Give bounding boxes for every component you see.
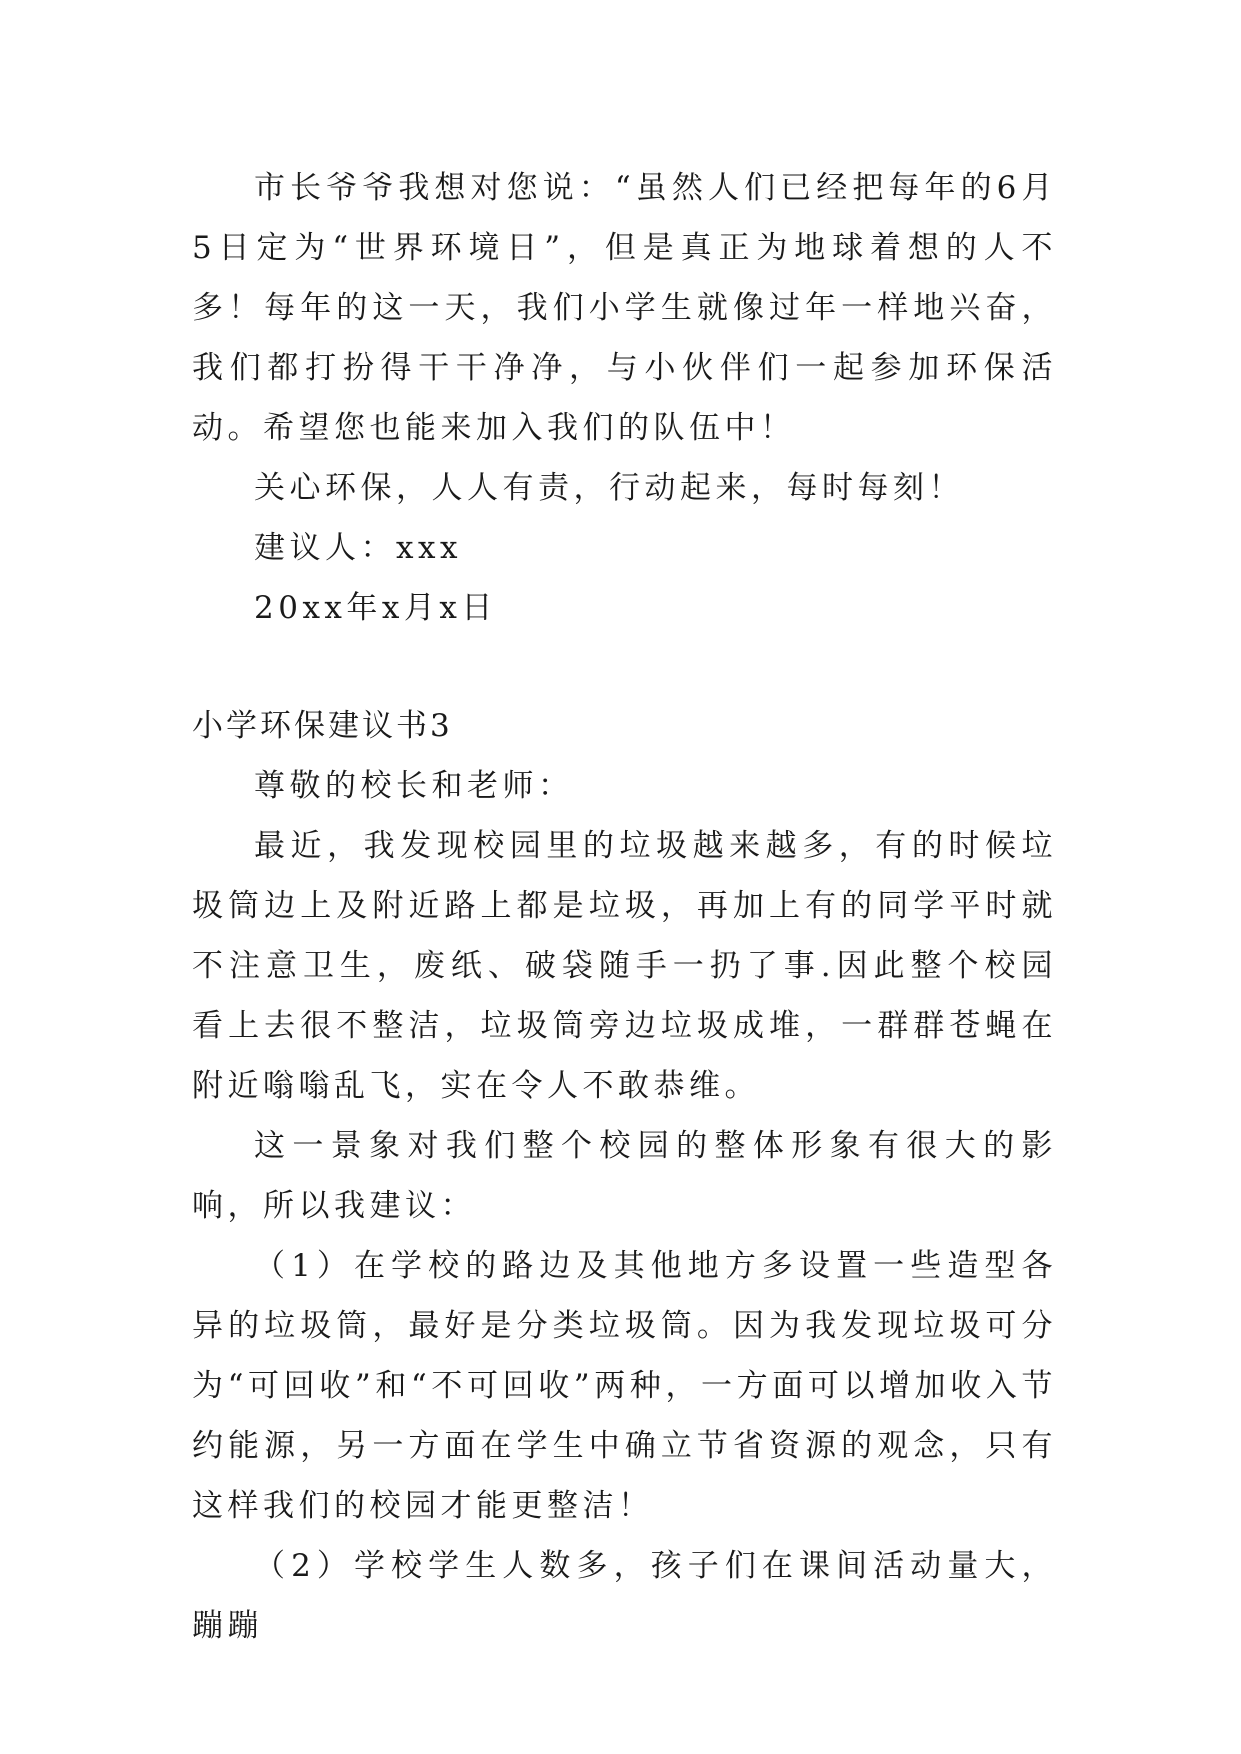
section-title: 小学环保建议书3 bbox=[192, 708, 453, 744]
signer-line: 建议人：xxx bbox=[254, 530, 462, 566]
document-page bbox=[192, 158, 1057, 1656]
proposal-item-1: （1）在学校的路边及其他地方多设置一些造型各异的垃圾筒，最好是分类垃圾筒。因为我发现垃圾可分为“可回收”和“不可回收”两种，一方面可以增加收入节约能源，另一方面在学生中确立节省资源的观念，只有这样我们的校园才能更整洁！ bbox=[192, 1248, 1057, 1524]
greeting-line: 尊敬的校长和老师： bbox=[254, 768, 574, 804]
date-line: 20xx年x月x日 bbox=[254, 590, 497, 626]
proposal-item-2: （2）学校学生人数多，孩子们在课间活动量大，蹦蹦 bbox=[192, 1548, 1057, 1644]
paragraph-proposal-intro: 这一景象对我们整个校园的整体形象有很大的影响，所以我建议： bbox=[192, 1128, 1057, 1224]
paragraph-slogan: 关心环保，人人有责，行动起来，每时每刻！ bbox=[254, 470, 964, 506]
paragraph-observation: 最近，我发现校园里的垃圾越来越多，有的时候垃圾筒边上及附近路上都是垃圾，再加上有的同学平时就不注意卫生，废纸、破袋随手一扔了事.因此整个校园看上去很不整洁，垃圾筒旁边垃圾成堆，一群群苍蝇在附近嗡嗡乱飞，实在令人不敢恭维。 bbox=[192, 828, 1057, 1104]
paragraph-letter-to-mayor: 市长爷爷我想对您说：“虽然人们已经把每年的6月5日定为“世界环境日”，但是真正为地球着想的人不多！每年的这一天，我们小学生就像过年一样地兴奋，我们都打扮得干干净净，与小伙伴们一起参加环保活动。希望您也能来加入我们的队伍中！ bbox=[192, 170, 1057, 446]
